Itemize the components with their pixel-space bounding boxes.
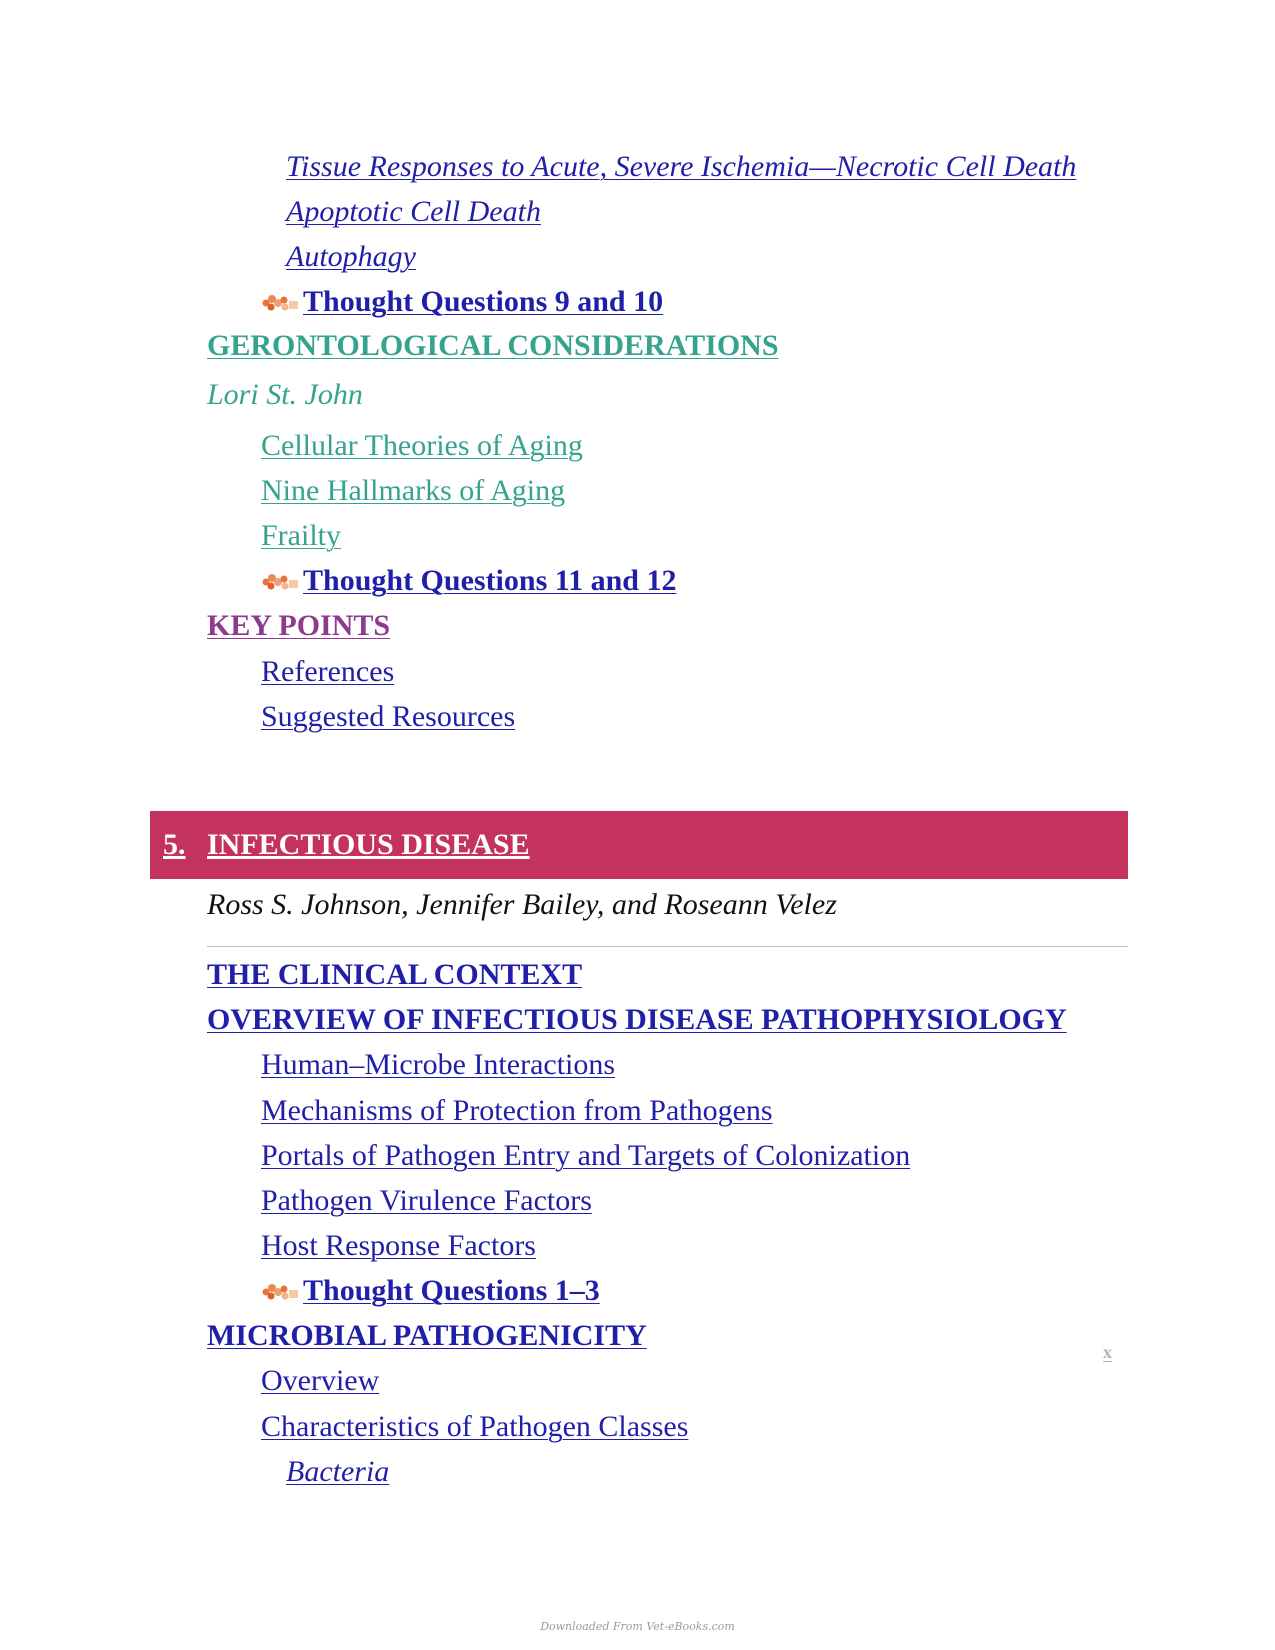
footer-watermark: Downloaded From Vet-eBooks.com (540, 1620, 735, 1633)
thought-questions-label: Thought Questions 9 and 10 (303, 285, 664, 318)
toc-item-thought-questions-11-12[interactable] (261, 564, 676, 598)
toc-item-portals-of-pathogen-entry[interactable]: Portals of Pathogen Entry and Targets of Colonization (261, 1139, 911, 1172)
toc-item-host-response-factors[interactable]: Host Response Factors (261, 1229, 536, 1262)
toc-item-thought-questions-1-3[interactable] (261, 1274, 600, 1308)
section-author: Lori St. John (207, 378, 363, 411)
toc-item-cellular-theories-of-aging[interactable]: Cellular Theories of Aging (261, 429, 583, 462)
chapter-banner[interactable] (150, 811, 1128, 879)
chapter-title: INFECTIOUS DISEASE (207, 828, 530, 861)
toc-heading-microbial-pathogenicity[interactable]: MICROBIAL PATHOGENICITY (207, 1319, 647, 1352)
toc-item-references[interactable]: References (261, 655, 395, 688)
toc-item-nine-hallmarks-of-aging[interactable]: Nine Hallmarks of Aging (261, 474, 566, 507)
chapter-number: 5. (163, 828, 186, 861)
toc-item-apoptotic-cell-death[interactable]: Apoptotic Cell Death (286, 195, 541, 228)
toc-item-bacteria[interactable]: Bacteria (286, 1455, 390, 1488)
toc-item-pathogen-virulence-factors[interactable]: Pathogen Virulence Factors (261, 1184, 592, 1217)
cells-cluster-icon (261, 1280, 299, 1302)
thought-questions-label: Thought Questions 1–3 (303, 1274, 600, 1307)
toc-heading-key-points[interactable]: KEY POINTS (207, 609, 391, 642)
divider (207, 946, 1128, 947)
toc-item-suggested-resources[interactable]: Suggested Resources (261, 700, 516, 733)
toc-item-necrotic-cell-death[interactable]: Tissue Responses to Acute, Severe Ischemia—Necrotic Cell Death (286, 150, 1077, 183)
toc-item-characteristics-of-pathogen-classes[interactable]: Characteristics of Pathogen Classes (261, 1410, 689, 1443)
toc-heading-clinical-context[interactable]: THE CLINICAL CONTEXT (207, 958, 583, 991)
toc-item-mechanisms-of-protection[interactable]: Mechanisms of Protection from Pathogens (261, 1094, 773, 1127)
toc-heading-overview-pathophysiology[interactable]: OVERVIEW OF INFECTIOUS DISEASE PATHOPHYSIOLOGY (207, 1003, 1067, 1036)
toc-item-autophagy[interactable]: Autophagy (286, 240, 416, 273)
chapter-authors: Ross S. Johnson, Jennifer Bailey, and Roseann Velez (207, 888, 837, 921)
toc-item-frailty[interactable]: Frailty (261, 519, 341, 552)
toc-item-human-microbe-interactions[interactable]: Human–Microbe Interactions (261, 1048, 616, 1081)
toc-item-overview[interactable]: Overview (261, 1364, 380, 1397)
toc-item-thought-questions-9-10[interactable] (261, 285, 663, 319)
toc-heading-gerontological-considerations[interactable]: GERONTOLOGICAL CONSIDERATIONS (207, 329, 779, 362)
cells-cluster-icon (261, 570, 299, 592)
close-icon[interactable]: x (1103, 1342, 1112, 1362)
thought-questions-label: Thought Questions 11 and 12 (303, 564, 677, 597)
cells-cluster-icon (261, 291, 299, 313)
